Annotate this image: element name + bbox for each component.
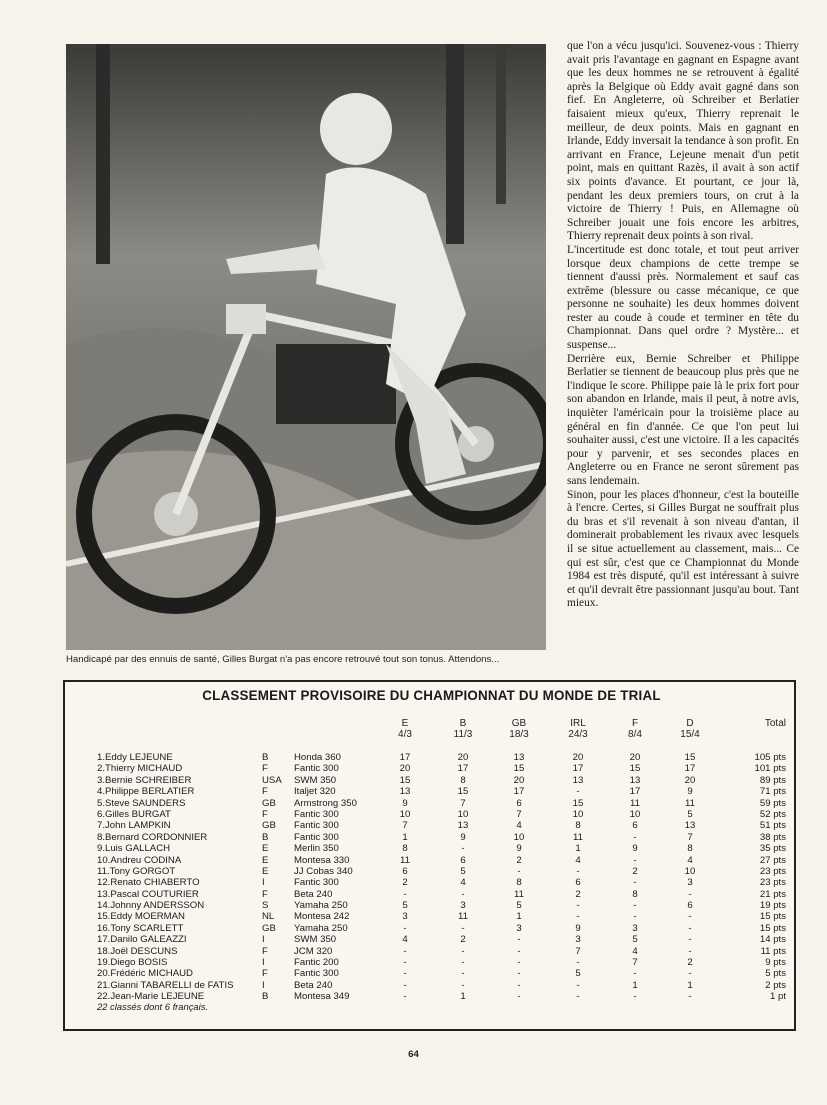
round-score: 3 [687, 877, 693, 889]
round-score: 7 [632, 957, 638, 969]
column-date: 15/4 [680, 729, 700, 740]
rider-nationality: I [262, 877, 265, 889]
round-score: - [576, 865, 580, 877]
column-code: IRL [570, 718, 586, 729]
table-row [65, 763, 798, 774]
rider-nationality: F [262, 888, 268, 900]
rider-bike: Fantic 300 [294, 808, 339, 820]
table-row [65, 946, 798, 957]
rider-total: 51 pts [759, 820, 786, 832]
round-score: 13 [399, 786, 411, 798]
rider-total: 1 pt [769, 991, 786, 1003]
rider-total: 23 pts [759, 877, 786, 889]
rider-total: 35 pts [759, 843, 786, 855]
round-score: - [688, 991, 692, 1003]
column-date: 8/4 [628, 729, 642, 740]
rider-total: 19 pts [759, 900, 786, 912]
round-score: 6 [687, 900, 693, 912]
column-code: D [686, 718, 694, 729]
round-score: - [517, 945, 521, 957]
round-score: 4 [575, 854, 581, 866]
column-header-b [443, 718, 483, 740]
round-score: 4 [632, 945, 638, 957]
round-score: 17 [513, 786, 525, 798]
round-score: - [517, 934, 521, 946]
table-row [65, 752, 798, 763]
rider-nationality: S [262, 900, 269, 912]
round-score: 6 [516, 797, 522, 809]
table-row [65, 820, 798, 831]
rider-name: 9.Luis GALLACH [97, 843, 171, 855]
table-row [65, 957, 798, 968]
rider-nationality: I [262, 957, 265, 969]
round-score: - [688, 911, 692, 923]
round-score: - [461, 843, 465, 855]
article-paragraph: Sinon, pour les places d'honneur, c'est la bouteille à l'encre. Certes, si Gilles Burgat ne souffrait plus du bras et s'il revenait à son niveau d'antan, il dominerait probablement les rivaux avec lesquels il se situe actuellement au classement, mais... Ce qui est sûr, c'est que ce Championnat du Monde 1984 est très disputé, qu'il est intéressant à suivre et qu'il devrait être passionnant jusqu'au bout. Tant mieux. [567, 488, 799, 610]
rider-bike: Honda 360 [294, 752, 341, 763]
round-score: 9 [575, 922, 581, 934]
round-score: - [517, 968, 521, 980]
round-score: 20 [513, 774, 525, 786]
rider-name: 11.Tony GORGOT [97, 865, 176, 877]
round-score: 20 [399, 763, 411, 775]
round-score: 15 [572, 797, 584, 809]
rider-nationality: I [262, 979, 265, 991]
round-score: 13 [684, 820, 696, 832]
round-score: - [461, 957, 465, 969]
round-score: - [403, 957, 407, 969]
rider-name: 5.Steve SAUNDERS [97, 797, 186, 809]
rider-total: 105 pts [754, 752, 786, 763]
trial-motorcycle-photo [66, 44, 546, 650]
round-score: 2 [460, 934, 466, 946]
round-score: - [633, 911, 637, 923]
rider-name: 14.Johnny ANDERSSON [97, 900, 205, 912]
round-score: 1 [460, 991, 466, 1003]
rider-name: 3.Bernie SCHREIBER [97, 774, 192, 786]
rider-nationality: B [262, 991, 269, 1003]
rider-total: 101 pts [754, 763, 786, 775]
round-score: 2 [575, 888, 581, 900]
round-score: - [461, 922, 465, 934]
rider-bike: Beta 240 [294, 888, 333, 900]
round-score: 13 [457, 820, 469, 832]
photo-caption: Handicapé par des ennuis de santé, Gilles Burgat n'a pas encore retrouvé tout son tonus. Attendons... [66, 654, 500, 665]
rider-name: 17.Danilo GALEAZZI [97, 934, 187, 946]
article-column [567, 40, 799, 611]
page-number: 64 [408, 1049, 419, 1060]
table-row [65, 968, 798, 979]
round-score: - [688, 945, 692, 957]
column-header-f [615, 718, 655, 740]
rider-name: 15.Eddy MOERMAN [97, 911, 185, 923]
round-score: 6 [402, 865, 408, 877]
round-score: - [517, 979, 521, 991]
round-score: 20 [629, 752, 641, 763]
rider-name: 16.Tony SCARLETT [97, 922, 184, 934]
rider-total: 71 pts [759, 786, 786, 798]
column-code: E [401, 718, 409, 729]
round-score: 7 [460, 797, 466, 809]
rider-name: 6.Gilles BURGAT [97, 808, 171, 820]
rider-nationality: F [262, 786, 268, 798]
round-score: 3 [516, 922, 522, 934]
round-score: 10 [513, 831, 525, 843]
round-score: - [517, 865, 521, 877]
round-score: 2 [687, 957, 693, 969]
rider-name: 10.Andreu CODINA [97, 854, 182, 866]
rider-name: 8.Bernard CORDONNIER [97, 831, 208, 843]
round-score: 5 [516, 900, 522, 912]
rider-total: 11 pts [760, 945, 786, 957]
rider-bike: Fantic 300 [294, 763, 339, 775]
round-score: 3 [632, 922, 638, 934]
round-score: 5 [402, 900, 408, 912]
rider-bike: Fantic 300 [294, 831, 339, 843]
standings-table [63, 680, 796, 1031]
round-score: - [403, 922, 407, 934]
round-score: - [633, 900, 637, 912]
round-score: - [576, 900, 580, 912]
round-score: 20 [684, 774, 696, 786]
round-score: 13 [572, 774, 584, 786]
rider-nationality: GB [262, 797, 276, 809]
round-score: 10 [399, 808, 411, 820]
rider-nationality: F [262, 763, 268, 775]
round-score: 9 [687, 786, 693, 798]
rider-total: 59 pts [759, 797, 786, 809]
rider-total: 23 pts [759, 865, 786, 877]
table-row [65, 889, 798, 900]
round-score: 17 [457, 763, 469, 775]
table-row [65, 843, 798, 854]
rider-nationality: B [262, 752, 269, 763]
rider-bike: Yamaha 250 [294, 922, 348, 934]
rider-total: 27 pts [759, 854, 786, 866]
round-score: 17 [572, 763, 584, 775]
round-score: 10 [572, 808, 584, 820]
round-score: 2 [402, 877, 408, 889]
round-score: 3 [575, 934, 581, 946]
round-score: 15 [399, 774, 411, 786]
rider-bike: Montesa 242 [294, 911, 350, 923]
table-row [65, 855, 798, 866]
rider-nationality: GB [262, 820, 276, 832]
round-score: - [633, 831, 637, 843]
rider-nationality: E [262, 854, 269, 866]
round-score: 15 [457, 786, 469, 798]
rider-total: 52 pts [759, 808, 786, 820]
round-score: 10 [629, 808, 641, 820]
article-paragraph: L'incertitude est donc totale, et tout peut arriver lorsque deux champions de cette trempe se tiennent d'aussi près. Normalement et sauf cas extrême (blessure ou casse mécanique, ce que personne ne souhaite) les deux hommes doivent rester au coude à coude et terminer en tête du Championnat. Dans quel ordre ? Mystère... et suspense... [567, 243, 799, 352]
round-score: - [461, 968, 465, 980]
table-row [65, 900, 798, 911]
round-score: - [633, 877, 637, 889]
round-score: - [576, 979, 580, 991]
round-score: 5 [575, 968, 581, 980]
round-score: - [688, 968, 692, 980]
table-row [65, 980, 798, 991]
table-row [65, 923, 798, 934]
round-score: 11 [630, 797, 640, 809]
article-paragraph: que l'on a vécu jusqu'ici. Souvenez-vous : Thierry avait pris l'avantage en gagnant en Espagne avant que les deux hommes ne se retrouvent à égalité après la Belgique où Eddy avait gagné dans son fief. En Angleterre, où Schreiber et Berlatier faisaient mieux qu'eux, Thierry reprenait le meilleur, de deux points. Mais en gagnant en Irlande, Eddy inversait la tendance à son profit. En arrivant en France, Lejeune menait d'un petit point, mais en quittant Razès, il avait à son actif six points d'avance. Et pourtant, ce jour là, pendant les deux premiers tours, on crut à la victoire de Thierry ! Puis, en Allemagne où Schreiber jouait une fois encore les arbitres, Thierry reprenait deux points à son rival. [567, 40, 799, 243]
rider-bike: SWM 350 [294, 774, 337, 786]
rider-total: 5 pts [765, 968, 786, 980]
table-row [65, 911, 798, 922]
round-score: 8 [687, 843, 693, 855]
column-header-total: Total [764, 718, 786, 729]
round-score: 8 [575, 820, 581, 832]
article-paragraph: Derrière eux, Bernie Schreiber et Philippe Berlatier se tiennent de beaucoup plus près que ne l'indique le score. Philippe paie là le prix fort pour son abandon en Irlande, mais il peut, à notre avis, inquièter l'américain pour la troisième place au général en fin d'année. Ce que l'on peut lui souhaiter aussi, c'est une victoire. Il a les capacités pour y parvenir, et ses secondes places en Angleterre ou en France ne seront sûrement pas sans lendemain. [567, 352, 799, 487]
rider-bike: Beta 240 [294, 979, 333, 991]
round-score: - [633, 968, 637, 980]
round-score: 7 [687, 831, 693, 843]
round-score: - [517, 957, 521, 969]
table-row [65, 866, 798, 877]
rider-name: 20.Frédéric MICHAUD [97, 968, 193, 980]
round-score: 17 [399, 752, 411, 763]
round-score: - [461, 979, 465, 991]
round-score: 3 [402, 911, 408, 923]
round-score: - [517, 991, 521, 1003]
table-row [65, 832, 798, 843]
round-score: - [688, 934, 692, 946]
column-header-gb [499, 718, 539, 740]
round-score: 4 [402, 934, 408, 946]
rider-name: 4.Philippe BERLATIER [97, 786, 195, 798]
rider-nationality: E [262, 865, 269, 877]
round-score: 1 [687, 979, 693, 991]
rider-total: 15 pts [759, 922, 786, 934]
round-score: 8 [632, 888, 638, 900]
rider-bike: Merlin 350 [294, 843, 339, 855]
table-row [65, 798, 798, 809]
rider-name: 1.Eddy LEJEUNE [97, 752, 173, 763]
round-score: - [576, 991, 580, 1003]
round-score: - [403, 945, 407, 957]
rider-nationality: F [262, 808, 268, 820]
round-score: 1 [632, 979, 638, 991]
round-score: 20 [457, 752, 469, 763]
round-score: 11 [685, 797, 695, 809]
rider-total: 9 pts [765, 957, 786, 969]
rider-name: 21.Gianni TABARELLI de FATIS [97, 979, 234, 991]
round-score: - [633, 991, 637, 1003]
column-date: 4/3 [398, 729, 412, 740]
rider-nationality: GB [262, 922, 276, 934]
round-score: - [688, 922, 692, 934]
round-score: 17 [684, 763, 696, 775]
rider-name: 13.Pascal COUTURIER [97, 888, 199, 900]
rider-bike: Yamaha 250 [294, 900, 348, 912]
table-row [65, 877, 798, 888]
round-score: - [403, 888, 407, 900]
column-date: 24/3 [568, 729, 588, 740]
round-score: 1 [402, 831, 408, 843]
round-score: 10 [684, 865, 696, 877]
rider-nationality: F [262, 945, 268, 957]
column-header-d [670, 718, 710, 740]
rider-bike: Montesa 330 [294, 854, 350, 866]
column-code: F [631, 718, 639, 729]
round-score: 13 [629, 774, 641, 786]
round-score: 9 [632, 843, 638, 855]
round-score: 10 [457, 808, 469, 820]
column-date: 18/3 [509, 729, 529, 740]
round-score: 6 [460, 854, 466, 866]
table-row [65, 775, 798, 786]
round-score: 6 [632, 820, 638, 832]
round-score: - [403, 991, 407, 1003]
round-score: 20 [572, 752, 584, 763]
rider-bike: JCM 320 [294, 945, 333, 957]
column-header-irl [558, 718, 598, 740]
table-rows [65, 752, 798, 1003]
rider-nationality: USA [262, 774, 282, 786]
rider-bike: Fantic 200 [294, 957, 339, 969]
round-score: 5 [632, 934, 638, 946]
rider-total: 38 pts [759, 831, 786, 843]
round-score: 1 [516, 911, 522, 923]
round-score: 4 [687, 854, 693, 866]
column-header-e [385, 718, 425, 740]
round-score: 9 [402, 797, 408, 809]
rider-bike: JJ Cobas 340 [294, 865, 353, 877]
table-title: CLASSEMENT PROVISOIRE DU CHAMPIONNAT DU MONDE DE TRIAL [202, 688, 661, 703]
round-score: 4 [460, 877, 466, 889]
round-score: 6 [575, 877, 581, 889]
round-score: 8 [460, 774, 466, 786]
rider-name: 19.Diego BOSIS [97, 957, 168, 969]
rider-nationality: F [262, 968, 268, 980]
round-score: 2 [632, 865, 638, 877]
round-score: - [576, 786, 580, 798]
rider-bike: Italjet 320 [294, 786, 336, 798]
rider-name: 12.Renato CHIABERTO [97, 877, 200, 889]
column-code: GB [511, 718, 527, 729]
rider-name: 2.Thierry MICHAUD [97, 763, 183, 775]
rider-name: 18.Joël DESCUNS [97, 945, 178, 957]
table-row [65, 934, 798, 945]
rider-nationality: E [262, 843, 269, 855]
round-score: 3 [460, 900, 466, 912]
column-code: B [459, 718, 467, 729]
rider-nationality: B [262, 831, 269, 843]
rider-name: 22.Jean-Marie LEJEUNE [97, 991, 205, 1003]
round-score: 17 [629, 786, 641, 798]
round-score: 11 [573, 831, 583, 843]
rider-bike: Armstrong 350 [294, 797, 357, 809]
round-score: 11 [514, 888, 524, 900]
round-score: 15 [684, 752, 696, 763]
round-score: - [576, 911, 580, 923]
round-score: - [461, 945, 465, 957]
round-score: 15 [513, 763, 525, 775]
motorcycle-trial-photo-icon [66, 44, 546, 650]
round-score: - [403, 968, 407, 980]
rider-bike: Fantic 300 [294, 820, 339, 832]
round-score: - [461, 888, 465, 900]
round-score: 11 [458, 911, 468, 923]
round-score: 1 [575, 843, 581, 855]
rider-bike: Montesa 349 [294, 991, 350, 1003]
round-score: 4 [516, 820, 522, 832]
round-score: 13 [513, 752, 525, 763]
rider-nationality: I [262, 934, 265, 946]
rider-bike: Fantic 300 [294, 877, 339, 889]
table-footnote: 22 classés dont 6 français. [97, 1001, 208, 1012]
rider-name: 7.John LAMPKIN [97, 820, 171, 832]
rider-total: 21 pts [759, 888, 786, 900]
round-score: 9 [460, 831, 466, 843]
round-score: 9 [516, 843, 522, 855]
round-score: - [576, 957, 580, 969]
rider-total: 14 pts [759, 934, 786, 946]
table-row [65, 809, 798, 820]
round-score: 5 [687, 808, 693, 820]
column-date: 11/3 [453, 729, 473, 740]
round-score: 5 [460, 865, 466, 877]
round-score: 2 [516, 854, 522, 866]
round-score: - [403, 979, 407, 991]
round-score: 15 [629, 763, 641, 775]
round-score: 8 [516, 877, 522, 889]
rider-total: 15 pts [759, 911, 786, 923]
table-row [65, 786, 798, 797]
round-score: - [633, 854, 637, 866]
round-score: 8 [402, 843, 408, 855]
rider-nationality: NL [262, 911, 275, 923]
rider-total: 89 pts [759, 774, 786, 786]
round-score: 7 [575, 945, 581, 957]
round-score: 11 [400, 854, 410, 866]
round-score: 7 [516, 808, 522, 820]
round-score: 7 [402, 820, 408, 832]
rider-total: 2 pts [765, 979, 786, 991]
round-score: - [688, 888, 692, 900]
rider-bike: Fantic 300 [294, 968, 339, 980]
rider-bike: SWM 350 [294, 934, 337, 946]
